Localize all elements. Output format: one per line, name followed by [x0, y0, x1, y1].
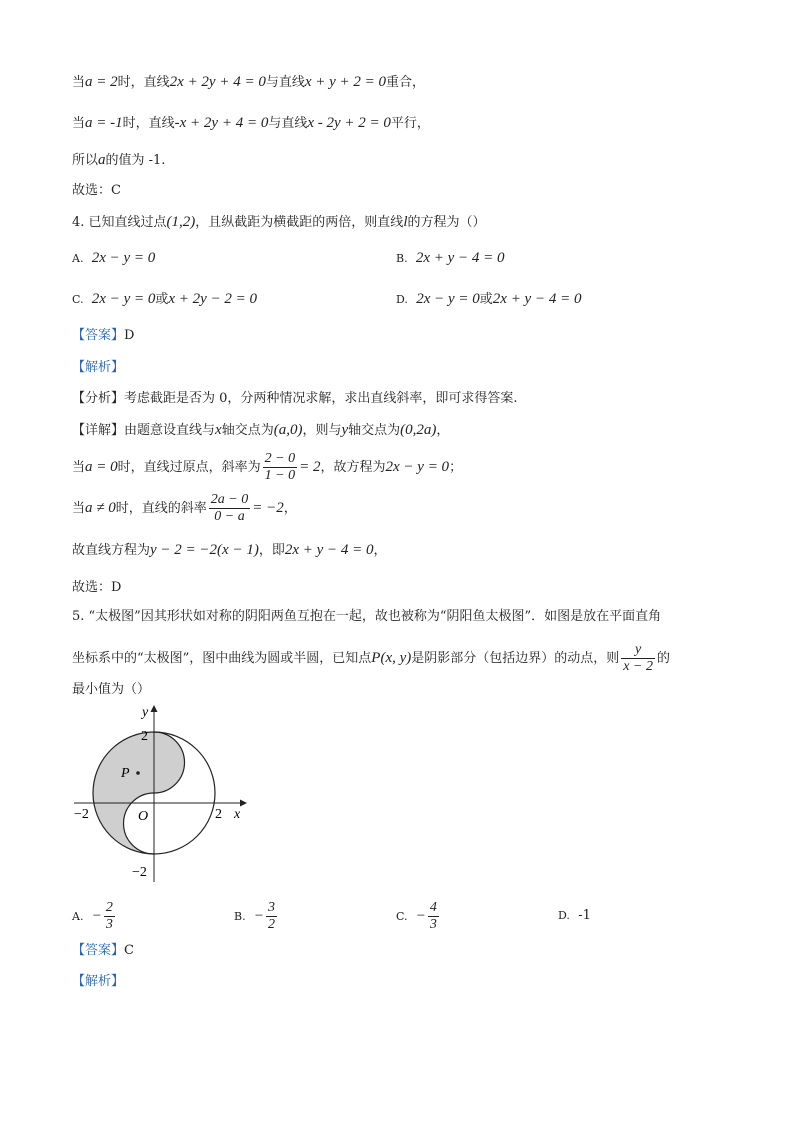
text: ，则与 [302, 423, 342, 438]
text: 与直线 [265, 75, 305, 90]
math: x + y + 2 = 0 [304, 74, 387, 90]
option-value: -1 [578, 908, 591, 923]
option-label: C. [396, 910, 408, 923]
denominator: 3 [429, 917, 437, 932]
x-axis-label: x [234, 807, 241, 822]
text: 与直线 [268, 116, 308, 131]
math: 2x + y − 4 = 0 [284, 542, 374, 558]
q5-option-c [396, 898, 441, 935]
fraction [104, 900, 115, 933]
x-axis-arrow [240, 800, 247, 807]
q4-choice: 故选：D [72, 580, 122, 595]
y-axis-arrow [151, 705, 158, 712]
math: a = -1 [85, 115, 123, 131]
text: 坐标系中的“太极图”，图中曲线为圆或半圆，已知点 [72, 651, 372, 666]
text: 的 [656, 651, 670, 666]
denominator: 2 [267, 917, 275, 932]
tick-bottom: −2 [132, 865, 147, 880]
q5-option-b [234, 898, 279, 935]
math: − [253, 908, 264, 924]
text: 4. 已知直线过点 [72, 215, 167, 230]
math: a [98, 152, 106, 168]
q4-option-a [72, 248, 155, 269]
taiji-figure [70, 700, 260, 890]
option-label: C. [72, 293, 84, 306]
text: 时，直线 [117, 75, 170, 90]
text: 所以 [72, 153, 99, 168]
text: 平行， [390, 116, 430, 131]
fraction [266, 900, 277, 933]
math: (1,2) [166, 214, 196, 230]
tick-left: −2 [74, 807, 89, 822]
intro-line-2 [72, 113, 430, 134]
text: 由题意设直线与 [124, 423, 216, 438]
option-label: B. [234, 910, 246, 923]
intro-line-3 [72, 150, 165, 171]
denominator: 0 − a [214, 509, 245, 524]
text: 或 [155, 292, 169, 307]
text: 时，直线的斜率 [115, 501, 207, 516]
q4-xiangjie-3 [72, 490, 297, 527]
option-label: D. [396, 293, 408, 306]
math: a = 2 [85, 74, 118, 90]
q4-analysis-tag [72, 358, 124, 378]
numerator: 2a − 0 [210, 492, 249, 507]
text: 当 [72, 501, 86, 516]
math: (0,2a) [400, 422, 437, 438]
q5-stem-3: 最小值为（） [72, 682, 151, 697]
text: 或 [479, 292, 493, 307]
math: y [341, 422, 349, 438]
option-label: D. [558, 909, 570, 922]
q5-analysis-tag [72, 972, 124, 992]
q4-xiangjie-1 [72, 420, 449, 441]
fraction [621, 642, 655, 675]
q4-option-d [396, 289, 581, 310]
tick-right: 2 [215, 807, 222, 822]
denominator: 3 [105, 917, 113, 932]
numerator: 3 [267, 900, 275, 915]
analysis-tag: 【解析】 [72, 360, 125, 375]
option-label: B. [396, 252, 408, 265]
fraction [263, 451, 297, 484]
text: 当 [72, 460, 86, 475]
answer-tag: 【答案】 [72, 943, 125, 958]
math: 2x + 2y + 4 = 0 [169, 74, 266, 90]
xiangjie-tag: 【详解】 [72, 423, 125, 438]
answer-value: C [124, 943, 134, 958]
text: ，即 [258, 543, 285, 558]
text: ， [373, 543, 387, 558]
math: 2x + y − 4 = 0 [415, 250, 505, 266]
fraction [428, 900, 439, 933]
answer-tag: 【答案】 [72, 328, 125, 343]
math: a = 0 [85, 459, 118, 475]
math: y − 2 = −2(x − 1) [150, 542, 259, 558]
math: x + 2y − 2 = 0 [168, 291, 258, 307]
q4-option-c [72, 289, 257, 310]
q5-option-a [72, 898, 117, 935]
tick-top: 2 [141, 729, 148, 744]
q4-xiangjie-2 [72, 449, 462, 486]
q5-option-d [558, 906, 591, 926]
text: 当 [72, 116, 86, 131]
math: P(x, y) [371, 650, 412, 666]
numerator: 2 − 0 [264, 451, 296, 466]
text: 的方程为（） [407, 215, 486, 230]
math: x - 2y + 2 = 0 [307, 115, 391, 131]
q4-xiangjie-4 [72, 540, 387, 561]
text: 故直线方程为 [72, 543, 151, 558]
math: l [403, 214, 408, 230]
answer-value: D [124, 328, 135, 343]
fenxi-tag: 【分析】 [72, 391, 125, 406]
text: ； [449, 460, 463, 475]
origin-label: O [138, 809, 149, 824]
q4-stem [72, 212, 486, 233]
math: 2x + y − 4 = 0 [492, 291, 582, 307]
math: − [415, 908, 426, 924]
q4-answer [72, 326, 134, 346]
math: a ≠ 0 [85, 500, 116, 516]
shaded-region [93, 732, 184, 854]
math: 2x − y = 0 [385, 459, 450, 475]
q4-option-b [396, 248, 505, 269]
point-p-dot [136, 771, 140, 775]
option-label: A. [72, 910, 84, 923]
text: ， [283, 501, 297, 516]
text: 的值为 -1. [105, 153, 166, 168]
q5-stem-2 [72, 640, 670, 677]
math: 2x − y = 0 [416, 291, 480, 307]
analysis-tag: 【解析】 [72, 974, 125, 989]
text: ，且纵截距为横截距的两倍，则直线 [195, 215, 404, 230]
text: 重合， [386, 75, 426, 90]
y-axis-label: y [142, 705, 149, 720]
math: 2x − y = 0 [91, 250, 156, 266]
math: = −2 [252, 500, 284, 516]
text: 考虑截距是否为 0，分两种情况求解，求出直线斜率，即可求得答案. [124, 391, 518, 406]
math: x [215, 422, 222, 438]
text: ，故方程为 [320, 460, 386, 475]
numerator: y [621, 642, 655, 659]
fraction [209, 492, 250, 525]
q5-answer [72, 941, 134, 961]
math: (a,0) [273, 422, 303, 438]
q4-fenxi [72, 389, 518, 409]
point-p-label: P [121, 766, 130, 781]
denominator: 1 − 0 [264, 468, 296, 483]
text: ， [436, 423, 450, 438]
math: -x + 2y + 4 = 0 [174, 115, 269, 131]
text: 是阴影部分（包括边界）的动点，则 [411, 651, 620, 666]
intro-choice: 故选：C [72, 183, 121, 198]
math: − [91, 908, 102, 924]
text: 时，直线过原点，斜率为 [117, 460, 261, 475]
option-label: A. [72, 252, 84, 265]
numerator: 2 [105, 900, 113, 915]
math: = 2 [299, 459, 321, 475]
text: 时，直线 [122, 116, 175, 131]
text: 轴交点为 [348, 423, 401, 438]
denominator: x − 2 [623, 659, 653, 674]
math: 2x − y = 0 [91, 291, 156, 307]
text: 当 [72, 75, 86, 90]
intro-line-1 [72, 72, 425, 93]
text: 轴交点为 [221, 423, 274, 438]
q5-stem-1: 5. “太极图”因其形状如对称的阴阳两鱼互抱在一起，故也被称为“阴阳鱼太极图”．如图是放在平面直角 [72, 609, 662, 624]
numerator: 4 [429, 900, 437, 915]
